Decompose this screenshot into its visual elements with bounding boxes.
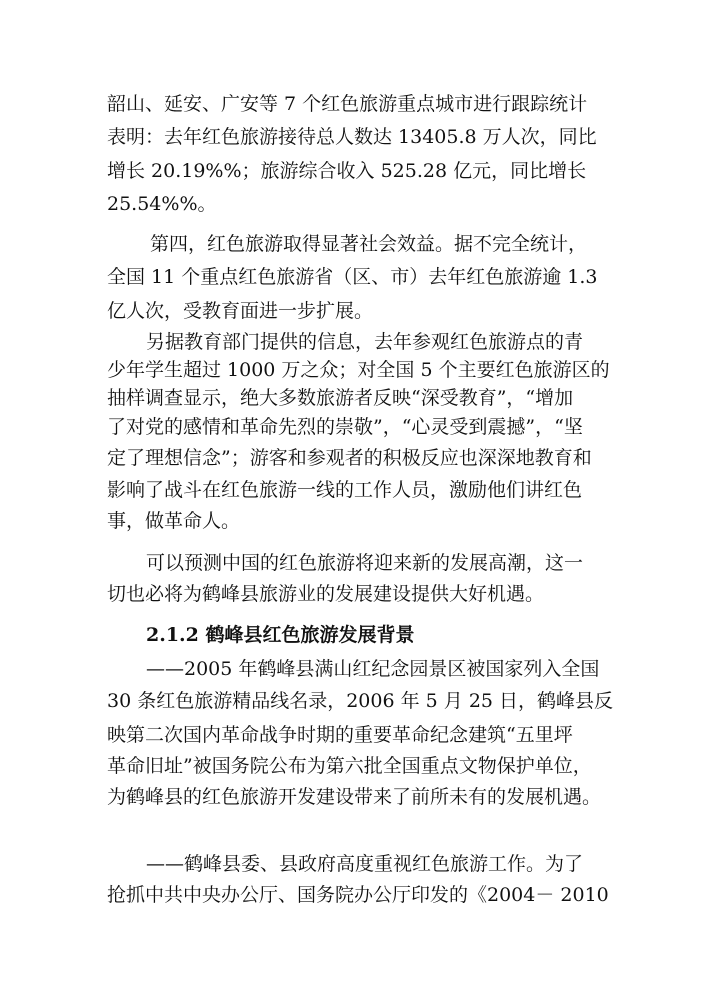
- text-line: 抽样调查显示，绝大多数旅游者反映“深受教育”，“增加: [107, 387, 574, 409]
- text-line: 事，做革命人。: [107, 510, 241, 532]
- text-line: 映第二次国内革命战争时期的重要革命纪念建筑“五里坪: [107, 724, 573, 746]
- text-line: 影响了战斗在红色旅游一线的工作人员，激励他们讲红色: [107, 479, 583, 501]
- section-heading: 2.1.2 鹤峰县红色旅游发展背景: [146, 624, 415, 646]
- text-line: 增长 20.19%%；旅游综合收入 525.28 亿元，同比增长: [107, 160, 587, 182]
- text-line: 为鹤峰县的红色旅游开发建设带来了前所未有的发展机遇。: [107, 786, 602, 808]
- text-line: 第四，红色旅游取得显著社会效益。据不完全统计，: [150, 233, 588, 255]
- text-line: ——鹤峰县委、县政府高度重视红色旅游工作。为了: [146, 853, 584, 875]
- text-line: 全国 11 个重点红色旅游省（区、市）去年红色旅游逾 1.3: [107, 266, 598, 288]
- text-line: 了对党的感情和革命先烈的崇敬”，“心灵受到震撼”，“坚: [107, 416, 583, 438]
- text-line: 切也必将为鹤峰县旅游业的发展建设提供大好机遇。: [107, 583, 545, 605]
- text-line: ——2005 年鹤峰县满山红纪念园景区被国家列入全国: [146, 658, 600, 680]
- text-line: 表明：去年红色旅游接待总人数达 13405.8 万人次，同比: [107, 126, 597, 148]
- text-line: 少年学生超过 1000 万之众；对全国 5 个主要红色旅游区的: [107, 359, 610, 381]
- text-line: 革命旧址”被国务院公布为第六批全国重点文物保护单位，: [107, 755, 592, 777]
- text-line: 可以预测中国的红色旅游将迎来新的发展高潮，这一: [146, 552, 584, 574]
- text-line: 30 条红色旅游精品线名录，2006 年 5 月 25 日，鹤峰县反: [107, 690, 614, 712]
- text-line: 亿人次，受教育面进一步扩展。: [107, 300, 374, 322]
- text-line: 另据教育部门提供的信息，去年参观红色旅游点的青: [146, 331, 584, 353]
- text-line: 定了理想信念”；游客和参观者的积极反应也深深地教育和: [107, 447, 592, 469]
- text-line: 抢抓中共中央办公厅、国务院办公厅印发的《2004－ 2010: [107, 884, 609, 906]
- text-line: 韶山、延安、广安等 7 个红色旅游重点城市进行跟踪统计: [107, 93, 588, 115]
- text-line: 25.54%%。: [107, 193, 217, 215]
